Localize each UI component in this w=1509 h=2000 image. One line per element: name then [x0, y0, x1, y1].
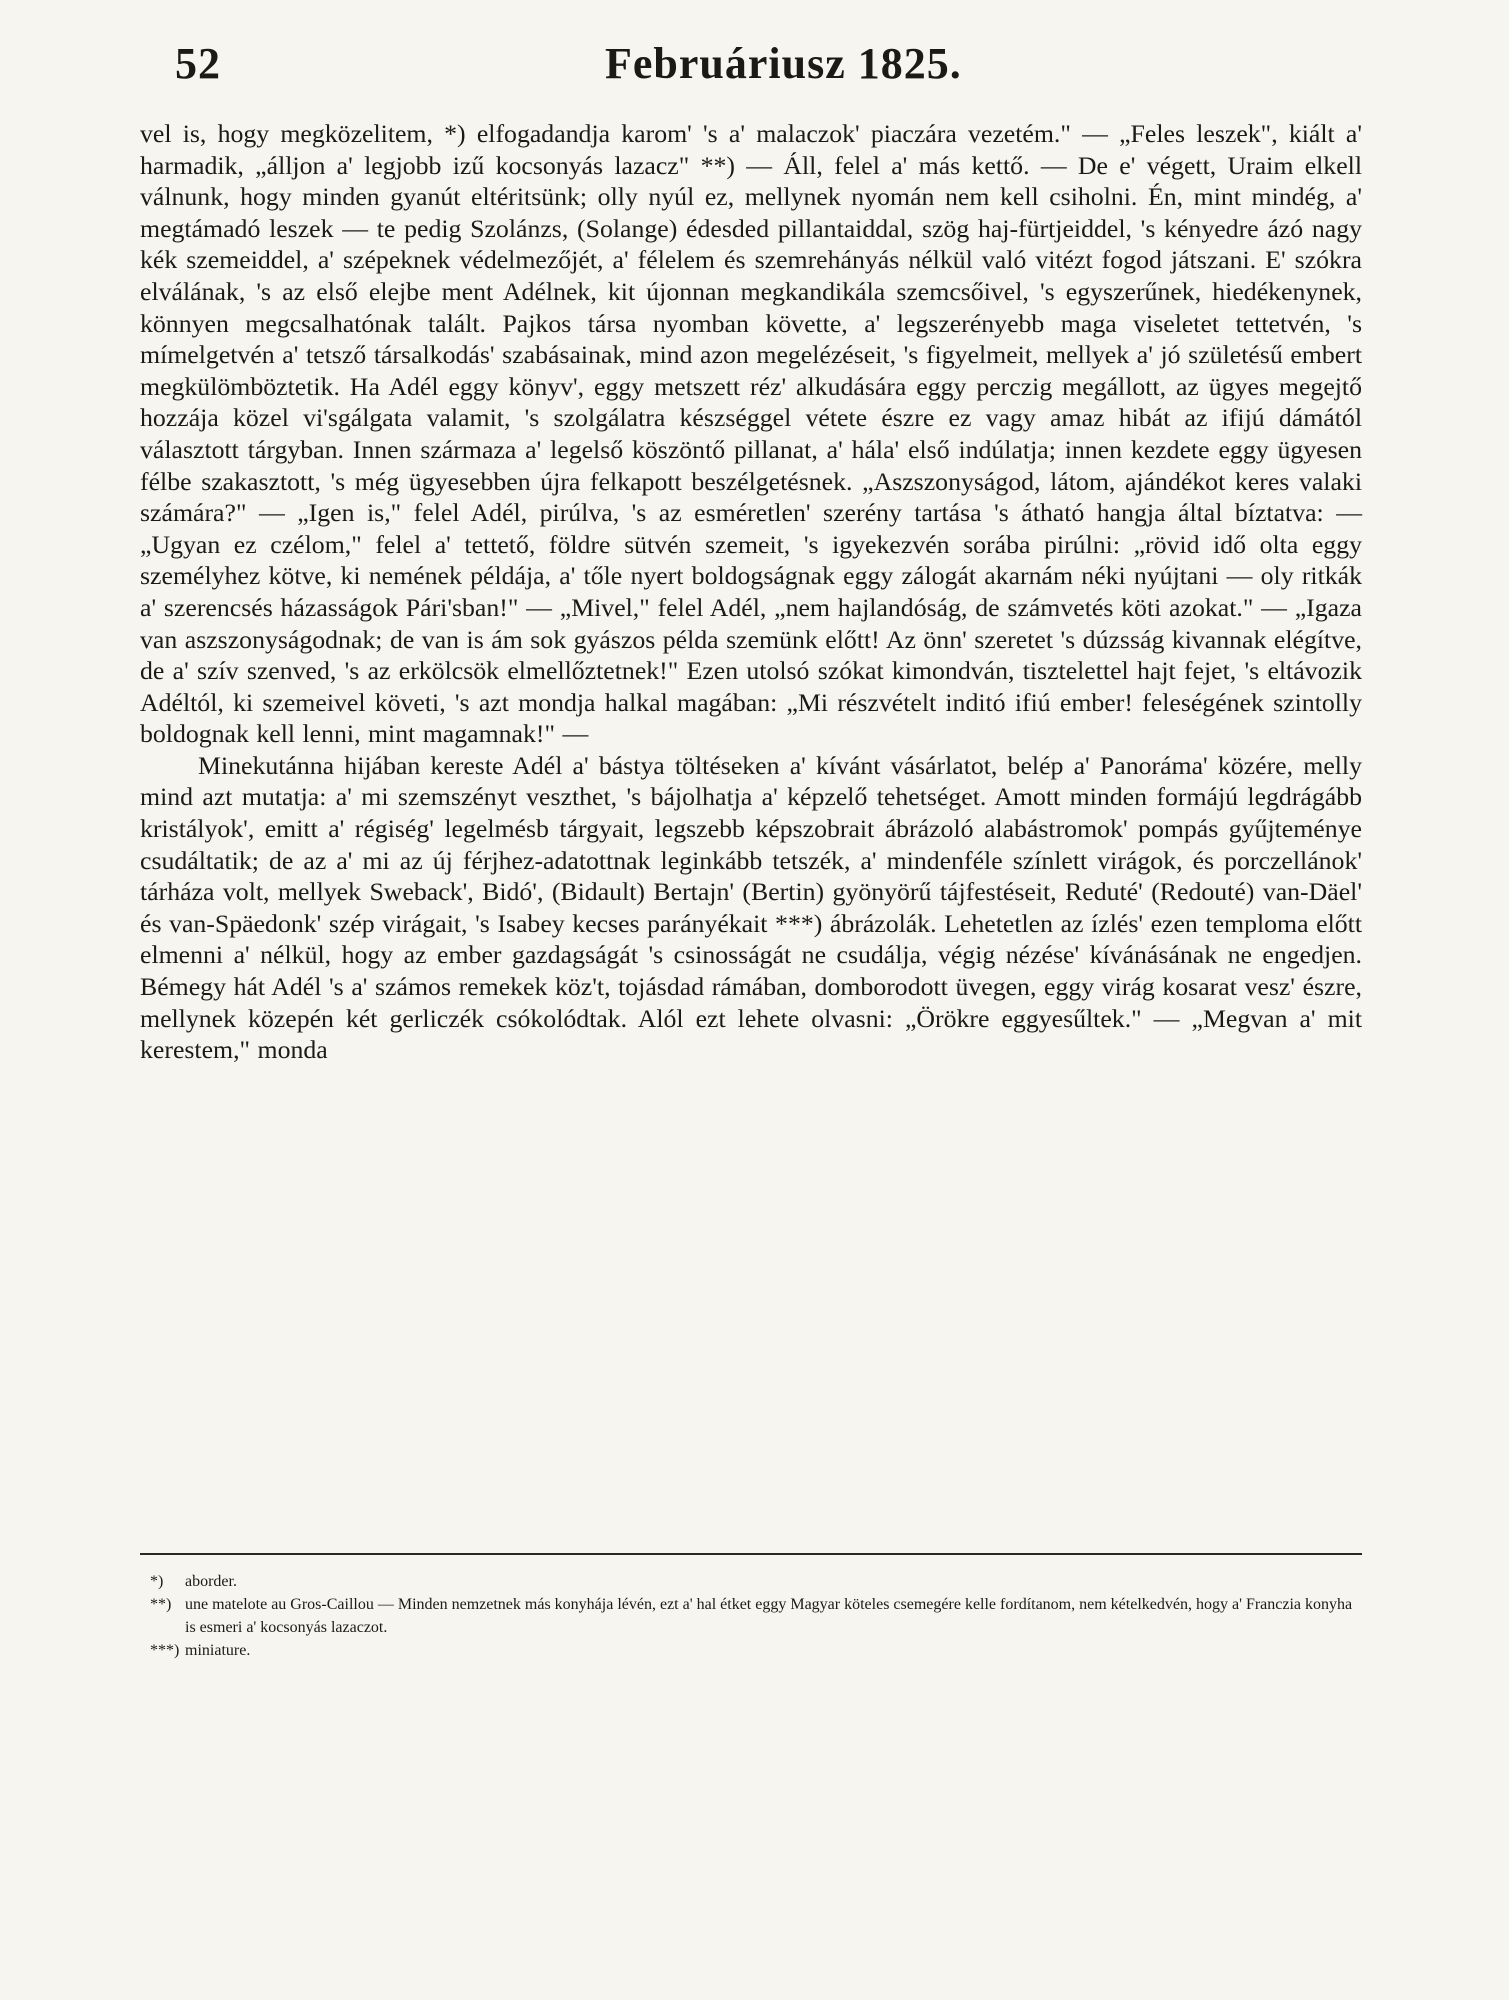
- footnote-text: une matelote au Gros-Caillou — Minden nemzetnek más konyhája lévén, ezt a' hal étket eggy Magyar köteles csemegére kelle fordítanom, nem kételkedvén, hogy a' Franczia konyha is esmeri a' kocsonyás lazaczot.: [185, 1596, 1353, 1636]
- running-title: Februáriusz 1825.: [605, 39, 962, 88]
- footnote-marker: ***): [150, 1642, 180, 1659]
- footnote-2: [140, 1593, 1362, 1639]
- footnotes: [140, 1570, 1362, 1662]
- footnote-marker: *): [150, 1573, 164, 1590]
- footnote-1: [140, 1570, 1362, 1593]
- footnote-text: miniature.: [185, 1642, 251, 1659]
- body-text: [140, 118, 1362, 1066]
- paragraph-1: vel is, hogy megközelitem, *) elfogadandja karom' 's a' malaczok' piaczára vezetém." — „Feles leszek", kiált a' harmadik, „álljon a' legjobb izű kocsonyás lazacz" **) — Áll, felel a' más kettő. — De e' végett, Uraim elkell válnunk, hogy minden gyanút eltéritsünk; olly nyúl ez, mellynek nyomán nem kell csiholni. Én, mint mindég, a' megtámadó leszek — te pedig Szolánzs, (Solange) édesded pillantaiddal, szög haj-fürtjeiddel, 's kényedre ázó nagy kék szemeiddel, a' szépeknek védelmezőjét, a' félelem és szemrehányás nélkül való vitézt fogod játszani. E' szókra elválának, 's az első elejbe ment Adélnek, kit újonnan megkandikála szemcsőivel, 's egyszerűnek, hiedékenynek, könnyen megcsalhatónak talált. Pajkos társa nyomban követte, a' legszerényebb maga viseletet tettetvén, 's mímelgetvén a' tetsző társalkodás' szabásainak, mind azon megelézéseit, 's figyelmeit, mellyek a' jó születésű embert megkülömböztetik. Ha Adél eggy könyv', eggy metszett réz' alkudására eggy perczig megállott, az ügyes megejtő hozzája közel vi'sgálgata valamit, 's szolgálatra készséggel vétete észre ez vagy amaz hibát az ifijú dámától választott tárgyban. Innen származa a' legelső köszöntő pillanat, a' hála' első indúlatja; innen kezdete eggy ügyesen félbe szakasztott, 's még ügyesebben újra felkapott beszélgetésnek. „Aszszonyságod, látom, ajándékot keres valaki számára?" — „Igen is," felel Adél, pirúlva, 's az esméretlen' szerény tartása 's átható hangja által bíztatva: — „Ugyan ez czélom," felel a' tettető, földre sütvén szemeit, 's igyekezvén sorába pirúlni: „rövid idő olta eggy személyhez kötve, ki nemének példája, a' tőle nyert boldogságnak eggy zálogát akarnám néki nyújtani — oly ritkák a' szerencsés házasságok Pári'sban!" — „Mivel," felel Adél, „nem hajlandóság, de számvetés köti azokat." — „Igaza van aszszonyságodnak; de van is ám sok gyászos példa szemünk előtt! Az önn' szeretet 's dúzsság kivannak elégítve, de a' szív szenved, 's az erkölcsök elmellőztetnek!" Ezen utolsó szókat kimondván, tisztelettel hajt fejet, 's eltávozik Adéltól, ki szemeivel követi, 's azt mondja halkal magában: „Mi részvételt inditó ifiú ember! feleségének szintolly boldognak kell lenni, mint magamnak!" —: [140, 119, 1362, 749]
- page-header: [175, 38, 1335, 98]
- footnote-3: [140, 1639, 1362, 1662]
- footnote-divider: [140, 1553, 1362, 1555]
- paragraph-2: Minekutánna hijában kereste Adél a' bástya töltéseken a' kívánt vásárlatot, belép a' Panoráma' közére, melly mind azt mutatja: a' mi szemszényt veszthet, 's bájolhatja a' képzelő tehetséget. Amott minden formájú legdrágább kristályok', emitt a' régiség' legelmésb tárgyait, legszebb képszobrait ábrázoló alabástromok' pompás gyűjteménye csudáltatik; de az a' mi az új férjhez-adatottnak leginkább tetszék, a' mindenféle színlett virágok, és porczellánok' tárháza volt, mellyek Sweback', Bidó', (Bidault) Bertajn' (Bertin) gyönyörű tájfestéseit, Reduté' (Redouté) van-Däel' és van-Späedonk' szép virágait, 's Isabey kecses parányékait ***) ábrázolák. Lehetetlen az ízlés' ezen temploma előtt elmenni a' nélkül, hogy az ember gazdagságát 's csinosságát ne csudálja, végig nézése' kívánásának ne engedjen. Bémegy hát Adél 's a' számos remekek köz't, tojásdad rámában, domborodott üvegen, eggy virág kosarat vesz' észre, mellynek közepén két gerliczék csókolódtak. Alól ezt lehete olvasni: „Örökre eggyesűltek." — „Megvan a' mit kerestem," monda: [140, 750, 1362, 1065]
- footnote-marker: **): [150, 1596, 172, 1613]
- footnote-text: aborder.: [185, 1573, 237, 1590]
- page-number: 52: [175, 39, 221, 88]
